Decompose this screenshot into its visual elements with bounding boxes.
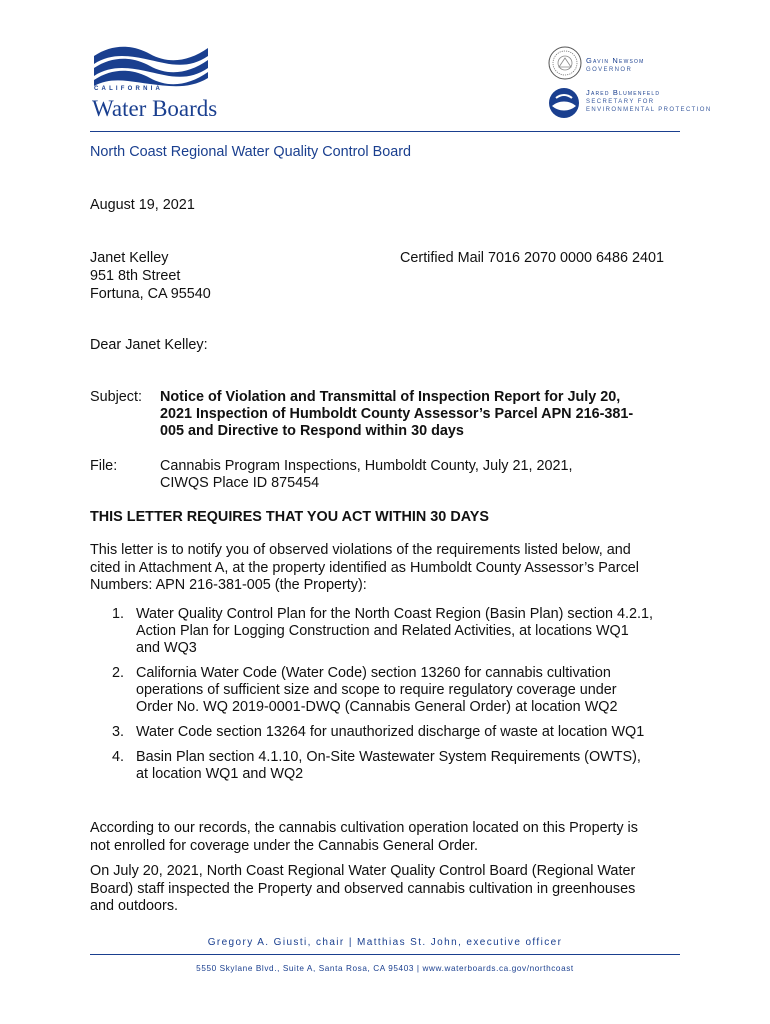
- file-label: File:: [90, 458, 118, 474]
- intro-line: This letter is to notify you of observed violations of the requirements listed below, and: [90, 542, 631, 558]
- board-name: North Coast Regional Water Quality Control Board: [90, 144, 411, 160]
- violations-list: [90, 606, 690, 791]
- footer-officers: Gregory A. Giusti, chair | Matthias St. John, executive officer: [207, 937, 563, 948]
- waves-icon: [92, 44, 210, 88]
- inspection-line: On July 20, 2021, North Coast Regional Water Quality Control Board (Regional Water: [90, 863, 636, 879]
- governor-name: Gavin Newsom: [586, 56, 645, 65]
- records-line: not enrolled for coverage under the Cannabis General Order.: [90, 837, 478, 854]
- file-line-1: Cannabis Program Inspections, Humboldt County, July 21, 2021,: [160, 458, 573, 474]
- header-divider: [90, 131, 680, 132]
- list-item-line: California Water Code (Water Code) section 13260 for cannabis cultivation: [136, 665, 611, 681]
- letter-date: August 19, 2021: [90, 197, 195, 213]
- secretary-name: Jared Blumenfeld: [586, 88, 661, 97]
- intro-line: cited in Attachment A, at the property identified as Humboldt County Assessor’s Parcel: [90, 559, 640, 576]
- salutation: Dear Janet Kelley:: [90, 337, 208, 353]
- governor-title: GOVERNOR: [586, 67, 633, 73]
- subject-label: Subject:: [90, 389, 142, 405]
- inspection-line: and outdoors.: [90, 898, 179, 914]
- calepa-logo-icon: [547, 86, 581, 120]
- list-item-line: Order No. WQ 2019-0001-DWQ (Cannabis General Order) at location WQ2: [136, 699, 618, 715]
- secretary-title-line2: ENVIRONMENTAL PROTECTION: [586, 107, 712, 113]
- certified-mail-number: Certified Mail 7016 2070 0000 6486 2401: [400, 250, 665, 266]
- list-item-line: Basin Plan section 4.1.10, On-Site Wastewater System Requirements (OWTS),: [136, 749, 641, 765]
- list-item-number: 4.: [112, 749, 125, 765]
- subject-line-2: 2021 Inspection of Humboldt County Assessor’s Parcel APN 216-381-: [160, 406, 634, 422]
- logo-california-text: CALIFORNIA: [94, 86, 163, 92]
- recipient-street: 951 8th Street: [90, 268, 181, 284]
- list-item-line: at location WQ1 and WQ2: [136, 766, 304, 782]
- list-item-line: and WQ3: [136, 640, 197, 656]
- state-seal-icon: [548, 46, 582, 80]
- list-item-line: operations of sufficient size and scope to require regulatory coverage under: [136, 682, 617, 698]
- intro-paragraph: [90, 542, 680, 595]
- recipient-city: Fortuna, CA 95540: [90, 286, 211, 302]
- subject-line-1: Notice of Violation and Transmittal of Inspection Report for July 20,: [160, 389, 621, 405]
- list-item-line: Action Plan for Logging Construction and Related Activities, at locations WQ1: [136, 623, 629, 639]
- footer-address: 5550 Skylane Blvd., Suite A, Santa Rosa, CA 95403 | www.waterboards.ca.gov/northcoast: [196, 964, 574, 973]
- list-item: [90, 749, 690, 783]
- recipient-name: Janet Kelley: [90, 250, 169, 266]
- list-item-line: Water Quality Control Plan for the North Coast Region (Basin Plan) section 4.2.1,: [136, 606, 653, 622]
- records-paragraph: [90, 820, 680, 855]
- footer-divider: [90, 954, 680, 955]
- list-item-number: 3.: [112, 724, 125, 740]
- records-line: According to our records, the cannabis cultivation operation located on this Property is: [90, 820, 638, 836]
- intro-line: Numbers: APN 216-381-005 (the Property):: [90, 577, 367, 593]
- logo-water-boards-text: Water Boards: [92, 96, 218, 121]
- list-item: [90, 724, 690, 741]
- list-item: [90, 665, 690, 716]
- inspection-paragraph: [90, 863, 680, 916]
- file-line-2: CIWQS Place ID 875454: [160, 475, 320, 491]
- list-item-number: 1.: [112, 606, 125, 622]
- inspection-line: Board) staff inspected the Property and observed cannabis cultivation in greenhouses: [90, 880, 636, 897]
- subject-line-3: 005 and Directive to Respond within 30 days: [160, 423, 464, 439]
- notice-heading: THIS LETTER REQUIRES THAT YOU ACT WITHIN 30 DAYS: [90, 509, 489, 525]
- list-item: [90, 606, 690, 657]
- secretary-title-line1: SECRETARY FOR: [586, 99, 655, 105]
- list-item-number: 2.: [112, 665, 125, 681]
- list-item-line: Water Code section 13264 for unauthorized discharge of waste at location WQ1: [136, 724, 645, 740]
